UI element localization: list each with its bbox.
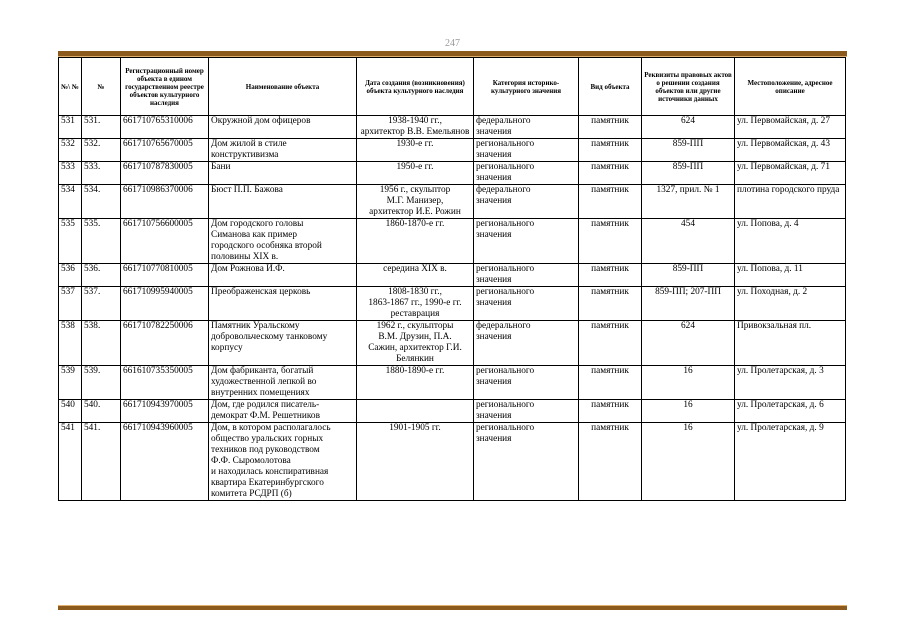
row-index: 533 <box>59 162 82 185</box>
category: регионального значения <box>474 139 579 162</box>
column-header: № <box>82 58 121 116</box>
object-name: Памятник Уральскому добровольческому танковому корпусу <box>209 321 357 366</box>
address: ул. Пролетарская, д. 6 <box>735 400 846 423</box>
object-type: памятник <box>579 219 642 264</box>
creation-date: 1950-е гг. <box>357 162 474 185</box>
object-type: памятник <box>579 287 642 321</box>
category: регионального значения <box>474 366 579 400</box>
object-name: Дом городского головы Симанова как пример городского особняка второй половины XIX в. <box>209 219 357 264</box>
row-number: 531. <box>82 116 121 139</box>
row-index: 532 <box>59 139 82 162</box>
column-header: Местоположение, адресное описание <box>735 58 846 116</box>
row-number: 533. <box>82 162 121 185</box>
category: регионального значения <box>474 264 579 287</box>
address: ул. Первомайская, д. 27 <box>735 116 846 139</box>
page-number: 247 <box>445 38 460 49</box>
table-row <box>59 162 846 185</box>
object-type: памятник <box>579 162 642 185</box>
address: ул. Первомайская, д. 71 <box>735 162 846 185</box>
legal-act: 624 <box>642 116 735 139</box>
creation-date: 1901-1905 гг. <box>357 423 474 501</box>
row-index: 541 <box>59 423 82 501</box>
object-type: памятник <box>579 264 642 287</box>
object-type: памятник <box>579 321 642 366</box>
creation-date <box>357 400 474 423</box>
row-index: 534 <box>59 185 82 219</box>
table-row <box>59 287 846 321</box>
object-type: памятник <box>579 423 642 501</box>
object-name: Окружной дом офицеров <box>209 116 357 139</box>
legal-act: 16 <box>642 366 735 400</box>
registration-number: 661710943970005 <box>121 400 209 423</box>
row-index: 535 <box>59 219 82 264</box>
legal-act: 859-ПП <box>642 162 735 185</box>
row-number: 541. <box>82 423 121 501</box>
legal-act: 16 <box>642 423 735 501</box>
column-header: Реквизиты правовых актов о решении создания объектов или другие источники данных <box>642 58 735 116</box>
legal-act: 1327, прил. № 1 <box>642 185 735 219</box>
row-number: 534. <box>82 185 121 219</box>
category: регионального значения <box>474 423 579 501</box>
legal-act: 624 <box>642 321 735 366</box>
legal-act: 859-ПП <box>642 264 735 287</box>
object-type: памятник <box>579 139 642 162</box>
address: ул. Пролетарская, д. 3 <box>735 366 846 400</box>
category: федерального значения <box>474 185 579 219</box>
column-header: Дата создания (возникновения) объекта культурного наследия <box>357 58 474 116</box>
table-row <box>59 264 846 287</box>
object-name: Преображенская церковь <box>209 287 357 321</box>
object-type: памятник <box>579 185 642 219</box>
registration-number: 661710770810005 <box>121 264 209 287</box>
row-index: 531 <box>59 116 82 139</box>
row-number: 537. <box>82 287 121 321</box>
address: ул. Попова, д. 4 <box>735 219 846 264</box>
table-row <box>59 321 846 366</box>
table-row <box>59 116 846 139</box>
column-header: Регистрационный номер объекта в едином государственном реестре объектов культурного наследия <box>121 58 209 116</box>
address: Привокзальная пл. <box>735 321 846 366</box>
heritage-registry-table <box>58 57 846 501</box>
table-row <box>59 400 846 423</box>
registration-number: 661710765310006 <box>121 116 209 139</box>
address: плотина городского пруда <box>735 185 846 219</box>
row-index: 540 <box>59 400 82 423</box>
category: федерального значения <box>474 116 579 139</box>
creation-date: 1956 г., скульптор М.Г. Манизер, архитектор И.Е. Рожин <box>357 185 474 219</box>
object-name: Дом, где родился писатель- демократ Ф.М. Решетников <box>209 400 357 423</box>
registration-number: 661710995940005 <box>121 287 209 321</box>
creation-date: 1880-1890-е гг. <box>357 366 474 400</box>
category: регионального значения <box>474 162 579 185</box>
creation-date: 1938-1940 гг., архитектор В.В. Емельянов <box>357 116 474 139</box>
object-type: памятник <box>579 400 642 423</box>
row-number: 532. <box>82 139 121 162</box>
category: регионального значения <box>474 219 579 264</box>
row-number: 540. <box>82 400 121 423</box>
address: ул. Пролетарская, д. 9 <box>735 423 846 501</box>
registration-number: 661710756600005 <box>121 219 209 264</box>
row-index: 536 <box>59 264 82 287</box>
category: регионального значения <box>474 400 579 423</box>
column-header: Категория историко-культурного значения <box>474 58 579 116</box>
registration-number: 661710787830005 <box>121 162 209 185</box>
row-index: 537 <box>59 287 82 321</box>
creation-date: середина XIX в. <box>357 264 474 287</box>
registration-number: 661710986370006 <box>121 185 209 219</box>
creation-date: 1808-1830 гг., 1863-1867 гг., 1990-е гг. реставрация <box>357 287 474 321</box>
table-row <box>59 185 846 219</box>
bottom-divider <box>58 605 847 610</box>
registration-number: 661610735350005 <box>121 366 209 400</box>
object-name: Бюст П.П. Бажова <box>209 185 357 219</box>
registration-number: 661710782250006 <box>121 321 209 366</box>
address: ул. Попова, д. 11 <box>735 264 846 287</box>
object-type: памятник <box>579 366 642 400</box>
registration-number: 661710943960005 <box>121 423 209 501</box>
row-number: 538. <box>82 321 121 366</box>
category: федерального значения <box>474 321 579 366</box>
legal-act: 859-ПП <box>642 139 735 162</box>
object-name: Дом, в котором располагалось общество уральских горных техников под руководством Ф.Ф. Сыромолотова и находилась конспиративная квартира Екатеринбургского комитета РСДРП (б) <box>209 423 357 501</box>
creation-date: 1860-1870-е гг. <box>357 219 474 264</box>
legal-act: 859-ПП; 207-ПП <box>642 287 735 321</box>
table-row <box>59 139 846 162</box>
row-index: 538 <box>59 321 82 366</box>
object-name: Дом фабриканта, богатый художественной лепкой во внутренних помещениях <box>209 366 357 400</box>
column-header: Вид объекта <box>579 58 642 116</box>
legal-act: 16 <box>642 400 735 423</box>
table-row <box>59 423 846 501</box>
address: ул. Походная, д. 2 <box>735 287 846 321</box>
address: ул. Первомайская, д. 43 <box>735 139 846 162</box>
table-header-row <box>59 58 846 116</box>
row-number: 539. <box>82 366 121 400</box>
column-header: Наименование объекта <box>209 58 357 116</box>
object-name: Дом жилой в стиле конструктивизма <box>209 139 357 162</box>
creation-date: 1930-е гг. <box>357 139 474 162</box>
row-number: 535. <box>82 219 121 264</box>
row-number: 536. <box>82 264 121 287</box>
object-type: памятник <box>579 116 642 139</box>
creation-date: 1962 г., скульпторы В.М. Друзин, П.А. Сажин, архитектор Г.И. Белянкин <box>357 321 474 366</box>
category: регионального значения <box>474 287 579 321</box>
table-row <box>59 366 846 400</box>
object-name: Бани <box>209 162 357 185</box>
legal-act: 454 <box>642 219 735 264</box>
table-row <box>59 219 846 264</box>
object-name: Дом Рожнова И.Ф. <box>209 264 357 287</box>
column-header: №\ № <box>59 58 82 116</box>
registration-number: 661710765670005 <box>121 139 209 162</box>
row-index: 539 <box>59 366 82 400</box>
